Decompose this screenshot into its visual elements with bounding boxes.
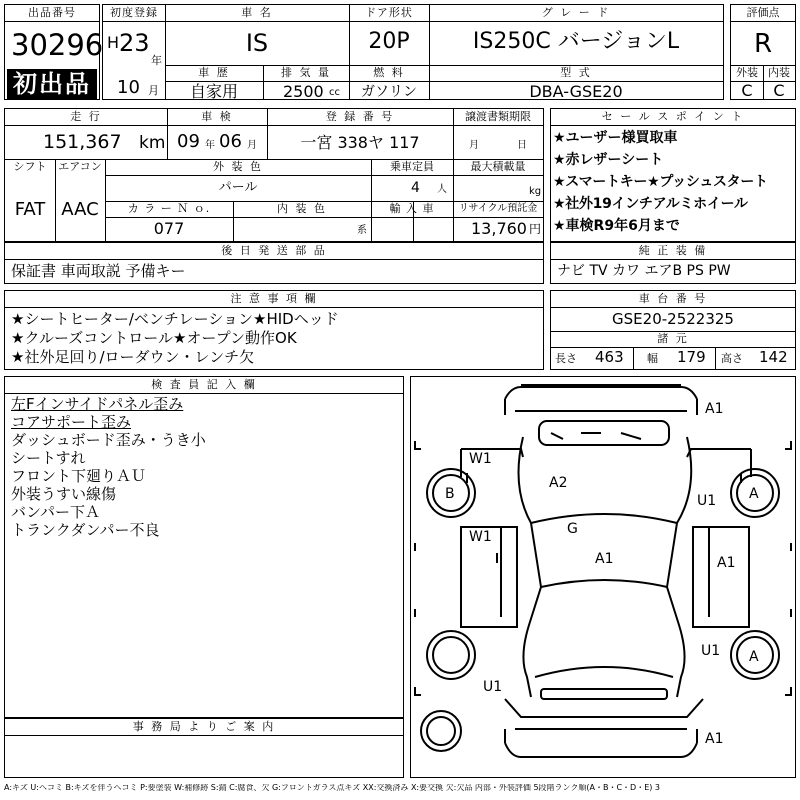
notes-box: [4, 290, 544, 370]
office-label: 事 務 局 よ り ご 案 内: [132, 720, 276, 733]
notes-line: ★社外足回り/ローダウン・レンチ欠: [11, 348, 255, 366]
car-diagram-svg: [411, 377, 795, 777]
dims-length-label: 長さ: [555, 352, 577, 365]
exterior-score-label: 外装: [736, 66, 758, 79]
aircon-value: AAC: [61, 199, 99, 220]
lot-number-label: 出品番号: [28, 6, 76, 19]
mileage-label: 走 行: [70, 110, 102, 123]
inspector-line: シートすれ: [11, 449, 86, 467]
capacity-value: 4: [411, 180, 420, 196]
later-parts-label: 後 日 発 送 部 品: [221, 244, 327, 257]
exterior-color-label: 外 装 色: [213, 160, 263, 173]
import-label: 輸 入 車: [389, 202, 435, 215]
dims-height: 142: [759, 348, 788, 366]
equipment-value: ナビ TV カワ エアB PS PW: [557, 263, 731, 279]
notes-line: ★シートヒーター/ベンチレーション★HIDヘッド: [11, 310, 339, 328]
shift-value: FAT: [14, 199, 46, 220]
later-parts-box: [4, 242, 544, 284]
dims-width-label: 幅: [647, 352, 658, 365]
sales-point-item: ★車検R9年6月まで: [553, 218, 680, 234]
first-reg-label: 初度登録: [110, 6, 158, 19]
transfer-deadline-label: 譲渡書類期限: [465, 110, 531, 123]
first-reg-year-unit: 年: [151, 54, 162, 67]
first-reg-month: 10: [117, 77, 140, 98]
interior-color-label: 内 装 色: [277, 202, 327, 215]
capacity-label: 乗車定員: [390, 160, 434, 173]
inspector-line: トランクダンパー不良: [11, 521, 160, 539]
interior-score-label: 内装: [768, 66, 790, 79]
score-box: [730, 4, 796, 100]
top-info-box: [102, 4, 724, 100]
mileage-unit: km: [139, 133, 166, 153]
sales-point-item: ★社外19インチアルミホイール: [553, 196, 748, 212]
dims-label: 諸 元: [657, 332, 689, 345]
lot-number-box: [4, 4, 104, 100]
plate-label: 登 録 番 号: [325, 110, 395, 123]
recycle-label: リサイクル預託金: [458, 203, 538, 214]
inspection-year: 09: [177, 131, 200, 152]
interior-score-value: C: [773, 81, 785, 100]
vehicle-info-box: [4, 108, 544, 242]
fuel-label: 燃 料: [373, 66, 405, 79]
mark-a2: A2: [549, 475, 568, 491]
mark-a1-right: A1: [717, 555, 736, 571]
sales-point-item: ★ユーザー様買取車: [553, 130, 678, 146]
dims-height-label: 高さ: [721, 352, 743, 365]
mark-a1-center: A1: [595, 551, 614, 567]
plate-value: 一宮 338ヤ 117: [300, 133, 420, 152]
shift-label: シフト: [13, 160, 47, 173]
mark-w1-top: W1: [469, 451, 492, 467]
max-load-unit: kg: [529, 186, 542, 197]
first-listing-badge: 初出品: [7, 69, 97, 99]
later-parts-value: 保証書 車両取説 予備キー: [11, 262, 186, 280]
mark-u1-lower: U1: [701, 643, 721, 659]
exterior-score-value: C: [741, 81, 753, 100]
first-reg-year: 23: [119, 29, 150, 57]
sales-points-box: [550, 108, 796, 242]
aircon-label: エアコン: [58, 160, 102, 173]
mark-a1-top: A1: [705, 401, 724, 417]
inspection-month-unit: 月: [247, 140, 257, 151]
car-name-label: 車 名: [241, 6, 273, 19]
capacity-unit: 人: [437, 184, 447, 195]
chassis-value: GSE20-2522325: [612, 310, 734, 328]
mileage-value: 151,367: [43, 131, 122, 153]
recycle-value: 13,760: [471, 219, 527, 238]
mark-a1-bottom: A1: [705, 731, 724, 747]
mark-w1-left: W1: [469, 529, 492, 545]
chassis-box: [550, 290, 796, 370]
exterior-color-value: パール: [218, 180, 258, 195]
notes-line: ★クルーズコントロール★オープン動作OK: [11, 329, 297, 347]
history-label: 車 歴: [198, 66, 230, 79]
inspector-label: 検 査 員 記 入 欄: [151, 378, 257, 391]
recycle-unit: 円: [529, 222, 542, 236]
history-value: 自家用: [189, 82, 238, 101]
door-label: ドア形状: [365, 6, 413, 19]
inspection-month: 06: [219, 131, 242, 152]
lot-number: 30296: [11, 28, 104, 62]
inspection-year-unit: 年: [205, 140, 215, 151]
grade-label: グ レ ー ド: [541, 6, 611, 19]
notes-label: 注 意 事 項 欄: [230, 292, 318, 305]
equipment-box: [550, 242, 796, 284]
mark-a-right: A: [749, 486, 759, 502]
office-box: [4, 718, 404, 778]
interior-color-unit: 系: [357, 225, 367, 236]
chassis-label: 車 台 番 号: [638, 292, 708, 305]
transfer-day-unit: 日: [517, 140, 527, 151]
inspector-line: 外装うすい線傷: [11, 485, 117, 503]
color-no-label: カ ラ ー Ｎ ｏ.: [127, 202, 211, 215]
inspector-line: 左Fインサイドパネル歪み: [11, 395, 184, 413]
sales-point-item: ★スマートキー★プッシュスタート: [553, 174, 768, 190]
dims-length: 463: [595, 348, 624, 366]
door-value: 20P: [368, 29, 410, 54]
displacement-label: 排 気 量: [281, 66, 331, 79]
inspector-line: フロント下廻りＡＵ: [11, 467, 147, 485]
first-reg-month-unit: 月: [148, 84, 159, 97]
car-name: IS: [245, 29, 269, 57]
sales-points-label: セ ー ル ス ポ イ ン ト: [601, 110, 745, 123]
inspection-label: 車 検: [201, 110, 233, 123]
mark-g: G: [567, 521, 578, 537]
mark-b: B: [445, 486, 455, 502]
model-value: DBA-GSE20: [529, 82, 623, 101]
inspector-line: バンパー下Ａ: [11, 503, 100, 521]
inspector-box: [4, 376, 404, 718]
mark-a-lower: A: [749, 649, 759, 665]
fuel-value: ガソリン: [361, 84, 417, 100]
equipment-label: 純 正 装 備: [638, 244, 708, 257]
dims-width: 179: [677, 348, 706, 366]
first-reg-era: H: [107, 33, 120, 52]
inspector-line: ダッシュボード歪み・うき小: [11, 431, 206, 449]
damage-diagram: [410, 376, 796, 778]
score-label: 評価点: [746, 6, 780, 19]
model-label: 型 式: [560, 66, 592, 79]
displacement-value: 2500: [283, 82, 324, 101]
grade-value: IS250C バージョンL: [472, 29, 680, 54]
mark-u1-left: U1: [483, 679, 503, 695]
inspector-line: コアサポート歪み: [11, 413, 132, 431]
transfer-month-unit: 月: [469, 140, 479, 151]
color-no-value: 077: [153, 219, 185, 238]
score-value: R: [753, 29, 773, 59]
mark-u1-right: U1: [697, 493, 717, 509]
legend-text: A:キズ U:ヘコミ B:キズを伴うヘコミ P:要塗装 W:補修跡 S:錆 C:腐食、欠 G:フロントガラス点キズ XX:交換済み X:要交換 欠:欠品 内部・外装評価 5段階ランク順(A・B・C・D・E) 3: [4, 784, 661, 792]
displacement-unit: cc: [329, 87, 340, 98]
max-load-label: 最大積載量: [470, 160, 526, 173]
sales-point-item: ★赤レザーシート: [553, 152, 664, 168]
